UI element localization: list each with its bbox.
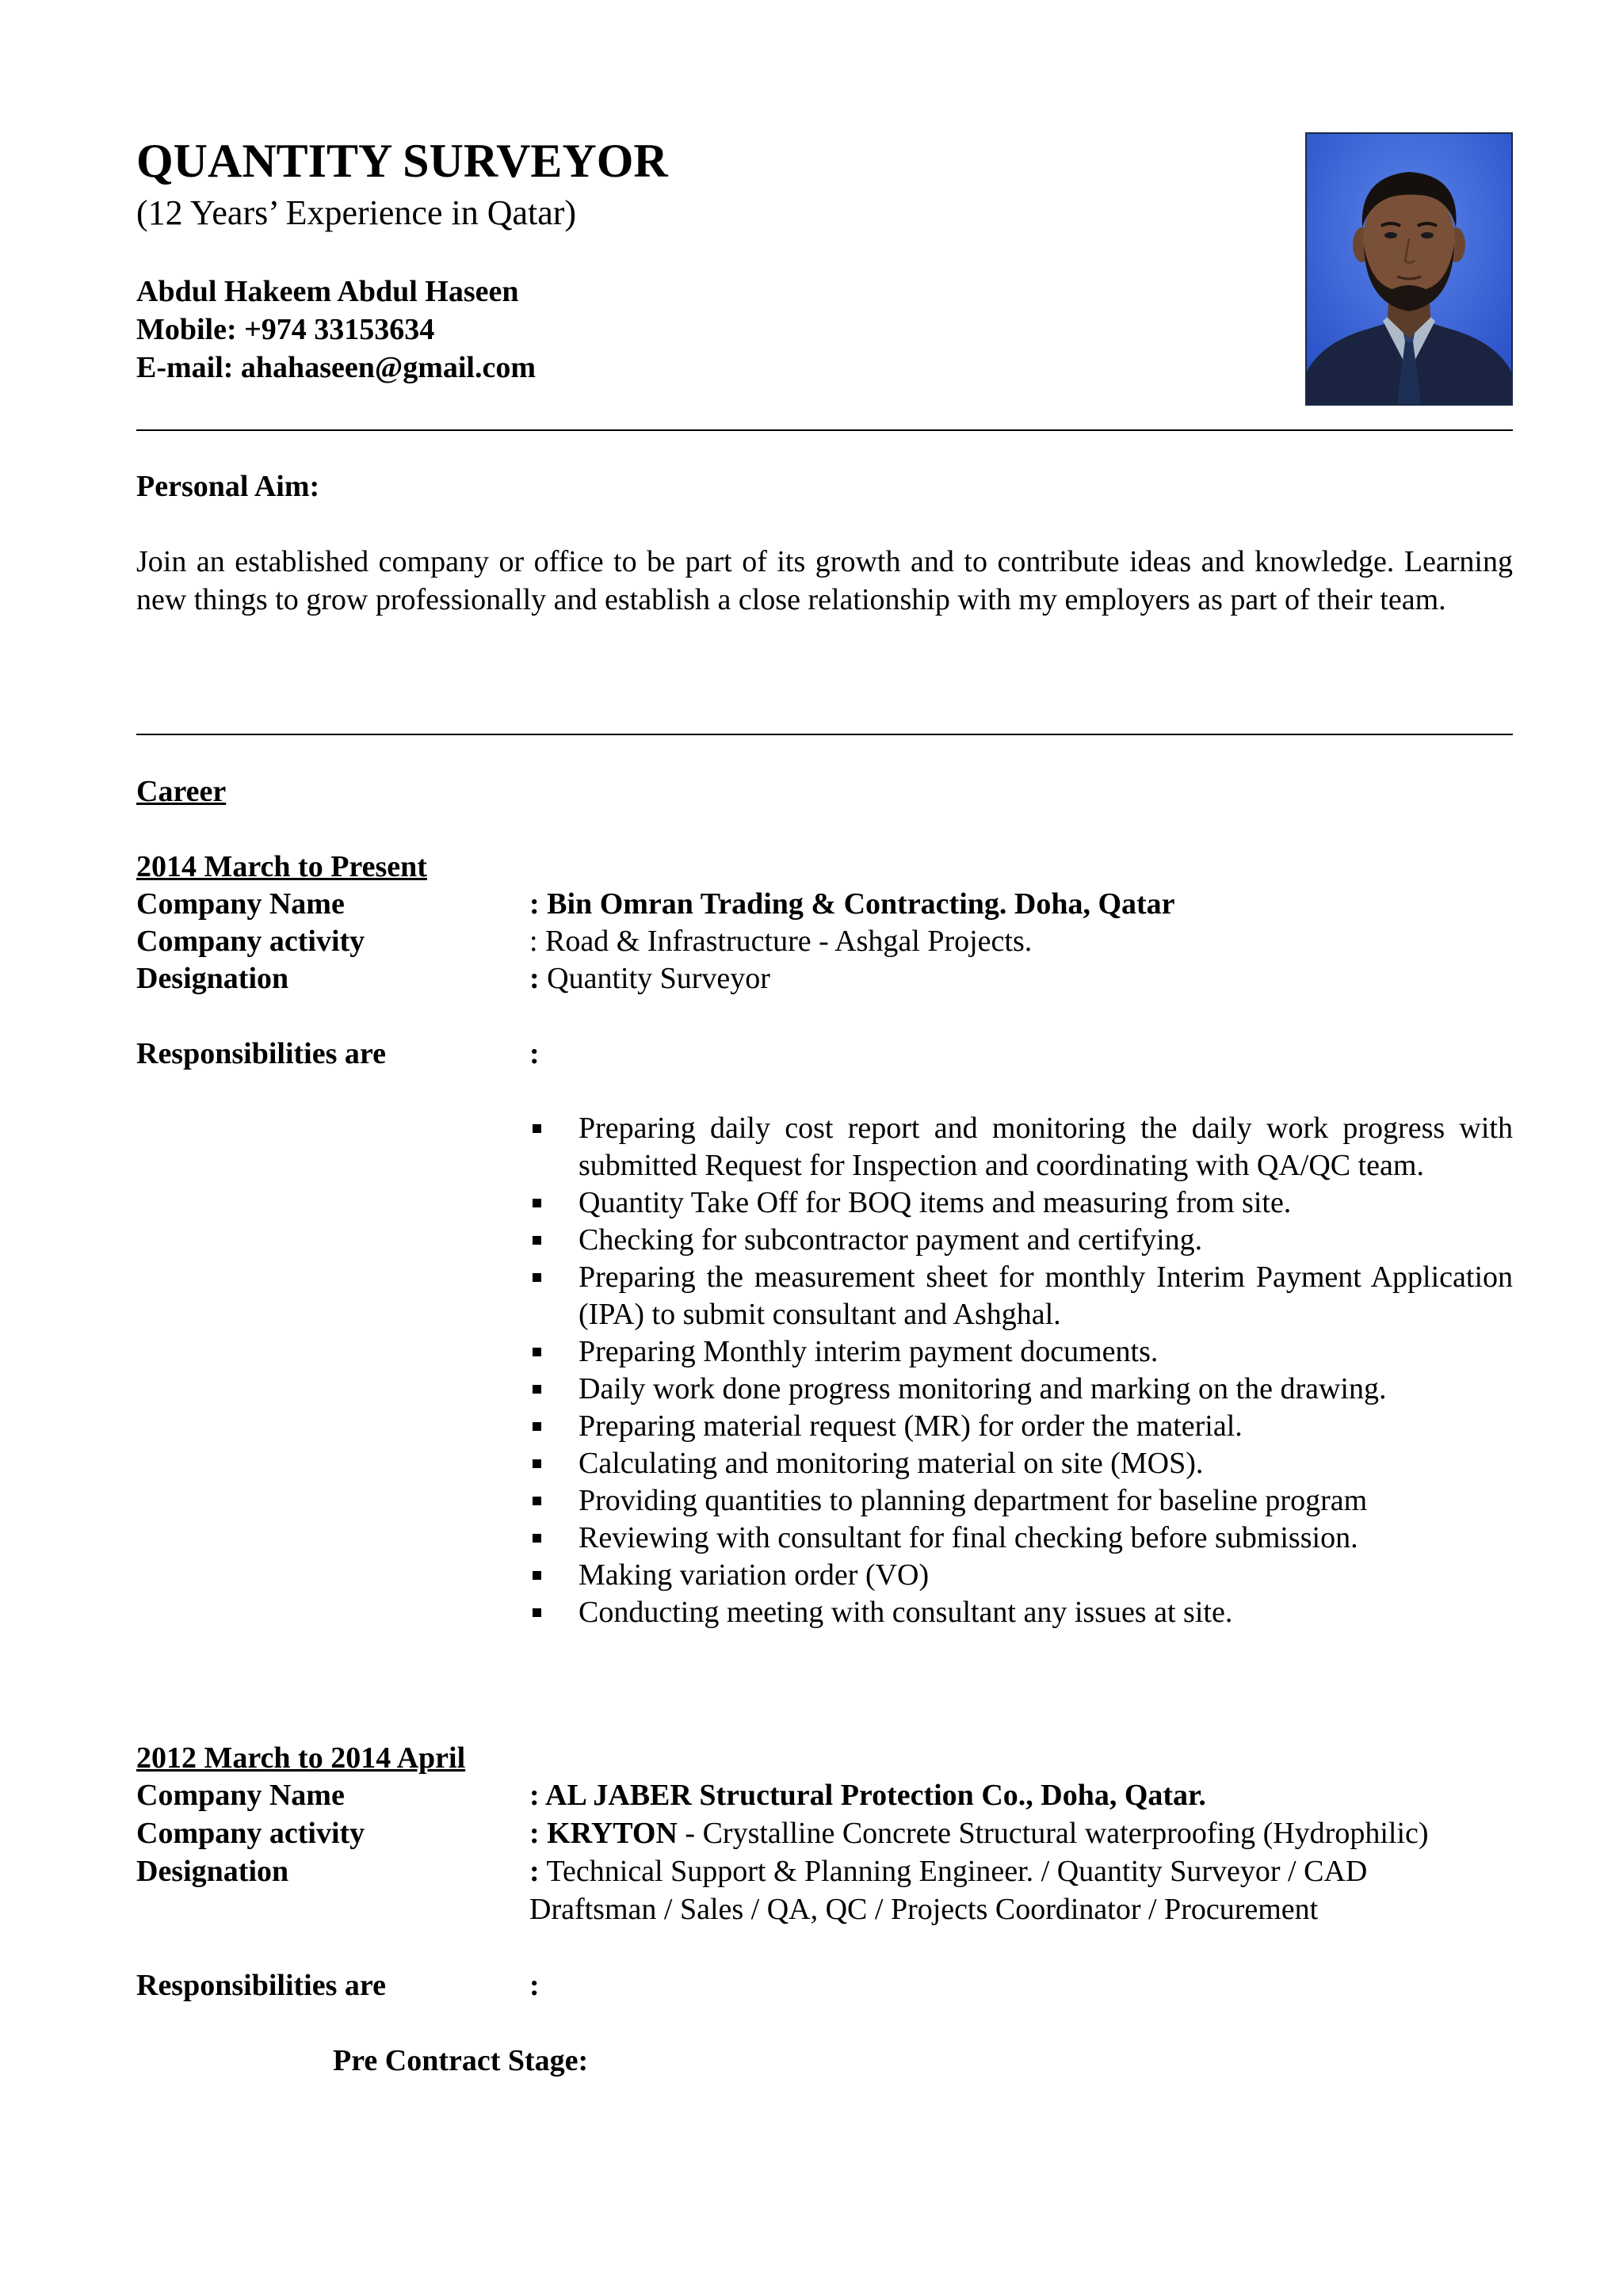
designation-value-wrap <box>529 959 1513 997</box>
list-item: Providing quantities to planning department for baseline program <box>529 1482 1513 1520</box>
experience-subtitle: (12 Years’ Experience in Qatar) <box>136 193 577 232</box>
list-item: Preparing Monthly interim payment documents. <box>529 1333 1513 1371</box>
personal-aim-text: Join an established company or office to be part of its growth and to contribute ideas and knowledge. Learning new things to grow professionally and establish a close relationship with my employers as part of their team. <box>136 545 1513 616</box>
personal-aim-heading: Personal Aim: <box>136 470 320 503</box>
candidate-name: Abdul Hakeem Abdul Haseen <box>136 275 519 308</box>
responsibilities-label: Responsibilities are <box>136 1969 386 2002</box>
list-item: Conducting meeting with consultant any issues at site. <box>529 1594 1513 1631</box>
list-item: Checking for subcontractor payment and certifying. <box>529 1222 1513 1259</box>
company-activity-value: : Road & Infrastructure - Ashgal Projects. <box>529 925 1033 958</box>
list-item: Daily work done progress monitoring and marking on the drawing. <box>529 1371 1513 1408</box>
job-1-responsibilities-list <box>529 1110 1513 1631</box>
list-item: Calculating and monitoring material on site (MOS). <box>529 1445 1513 1482</box>
profile-photo <box>1305 132 1513 406</box>
designation-value: Technical Support & Planning Engineer. / Quantity Surveyor / CAD Draftsman / Sales / QA, QC / Projects Coordinator / Procurement <box>529 1855 1368 1926</box>
designation-colon: : <box>529 962 540 995</box>
company-activity-value: - Crystalline Concrete Structural waterproofing (Hydrophilic) <box>677 1817 1429 1850</box>
career-heading: Career <box>136 775 227 808</box>
responsibilities-colon: : <box>529 1037 540 1070</box>
portrait-icon <box>1307 134 1511 404</box>
designation-value: Quantity Surveyor <box>539 962 770 995</box>
document-title: QUANTITY SURVEYOR <box>136 135 668 187</box>
designation-value-wrap <box>529 1852 1465 1928</box>
company-activity-value-wrap <box>529 1814 1513 1852</box>
job-1-period: 2014 March to Present <box>136 850 427 883</box>
divider-career <box>136 734 1513 735</box>
activity-brand: : KRYTON <box>529 1817 678 1850</box>
job-2-period: 2012 March to 2014 April <box>136 1741 466 1775</box>
mobile-number: Mobile: +974 33153634 <box>136 313 435 346</box>
contact-block <box>136 273 536 387</box>
email-address: E-mail: ahahaseen@gmail.com <box>136 351 536 384</box>
list-item: Making variation order (VO) <box>529 1557 1513 1594</box>
designation-colon: : <box>529 1855 540 1888</box>
company-activity-label: Company activity <box>136 1817 365 1850</box>
designation-label: Designation <box>136 1855 289 1888</box>
company-name-label: Company Name <box>136 887 345 921</box>
list-item: Preparing material request (MR) for order the material. <box>529 1408 1513 1445</box>
responsibilities-colon: : <box>529 1969 540 2002</box>
list-item: Reviewing with consultant for final checking before submission. <box>529 1520 1513 1557</box>
list-item: Preparing daily cost report and monitoring the daily work progress with submitted Request for Inspection and coordinating with QA/QC team. <box>529 1110 1513 1184</box>
pre-contract-stage-heading: Pre Contract Stage: <box>333 2044 589 2077</box>
company-name-value: : Bin Omran Trading & Contracting. Doha, Qatar <box>529 887 1175 921</box>
company-activity-label: Company activity <box>136 925 365 958</box>
company-name-label: Company Name <box>136 1779 345 1812</box>
company-name-value: : AL JABER Structural Protection Co., Doha, Qatar. <box>529 1779 1206 1812</box>
divider-top <box>136 429 1513 431</box>
responsibilities-label: Responsibilities are <box>136 1037 386 1070</box>
list-item: Preparing the measurement sheet for monthly Interim Payment Application (IPA) to submit consultant and Ashghal. <box>529 1259 1513 1333</box>
list-item: Quantity Take Off for BOQ items and measuring from site. <box>529 1184 1513 1222</box>
designation-label: Designation <box>136 962 289 995</box>
